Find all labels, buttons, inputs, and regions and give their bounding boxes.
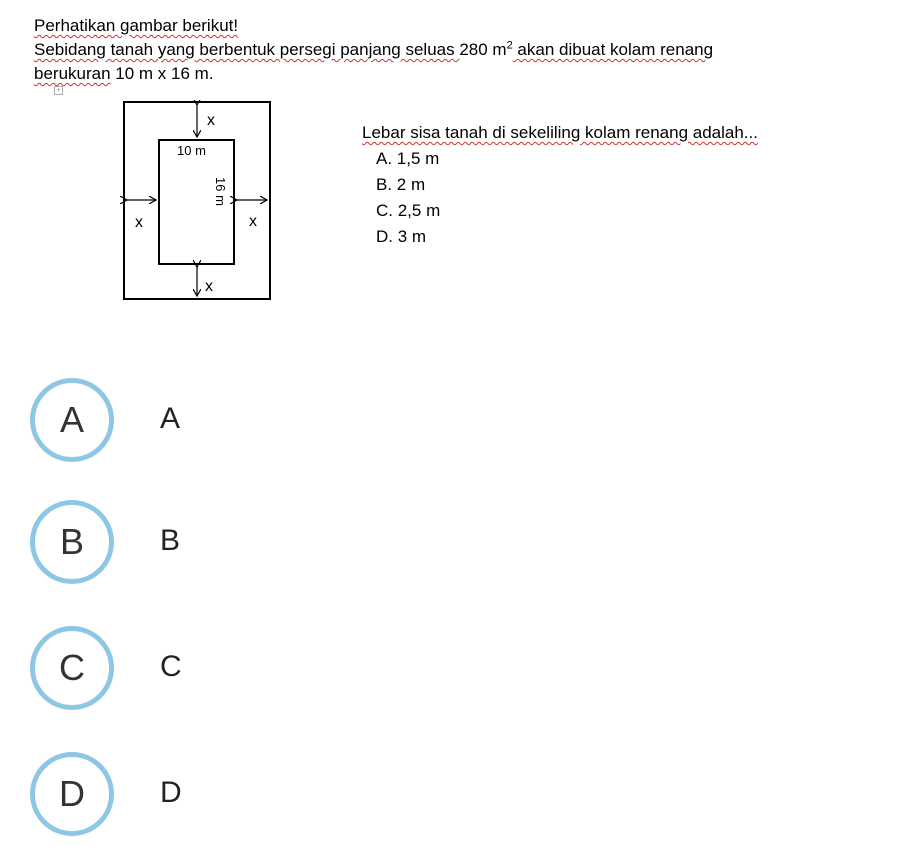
choice-c-button[interactable]: C	[30, 626, 114, 710]
option-list	[362, 146, 758, 250]
option-text-d: D. 3 m	[376, 227, 427, 246]
choice-b-button[interactable]: B	[30, 500, 114, 584]
choice-a[interactable]	[30, 378, 330, 468]
option-text-c: C. 2,5 m	[376, 201, 441, 220]
choice-d-label[interactable]: D	[160, 776, 182, 809]
question-line-1	[34, 14, 884, 38]
pool-size: 10 m x 16 m.	[110, 64, 214, 83]
choice-a-label[interactable]: A	[160, 402, 181, 435]
top-x-label: x	[207, 112, 215, 129]
question-prompt	[362, 120, 758, 250]
left-x-label: x	[135, 214, 143, 231]
right-x-label: x	[249, 213, 257, 230]
choice-d-button[interactable]: D	[30, 752, 114, 836]
choice-c[interactable]	[30, 626, 330, 716]
pool-diagram	[120, 100, 276, 304]
pool-width-label: 10 m	[177, 143, 206, 158]
question-line-3	[34, 62, 884, 86]
object-anchor-icon: +	[54, 86, 63, 95]
question-instruction: Perhatikan gambar berikut!	[34, 16, 239, 35]
option-text-b: B. 2 m	[376, 175, 426, 194]
question-line-2	[34, 38, 884, 62]
question-text	[34, 14, 884, 86]
area-exponent: 2	[506, 39, 513, 52]
choice-b[interactable]	[30, 500, 330, 590]
choice-c-label[interactable]: C	[160, 650, 182, 683]
prompt-text: Lebar sisa tanah di sekeliling kolam renang adalah...	[362, 123, 758, 142]
choice-a-button[interactable]: A	[30, 378, 114, 462]
choice-b-label[interactable]: B	[160, 524, 181, 557]
area-value: 280 m	[459, 40, 507, 59]
question-desc-end: akan dibuat kolam renang	[512, 40, 714, 59]
question-size-word: berukuran	[34, 64, 111, 83]
choice-d[interactable]	[30, 752, 330, 842]
option-text-a: A. 1,5 m	[376, 149, 440, 168]
question-desc-start: Sebidang tanah yang berbentuk persegi panjang seluas	[34, 40, 460, 59]
bottom-x-label: x	[205, 278, 213, 295]
pool-height-label: 16 m	[213, 177, 228, 206]
